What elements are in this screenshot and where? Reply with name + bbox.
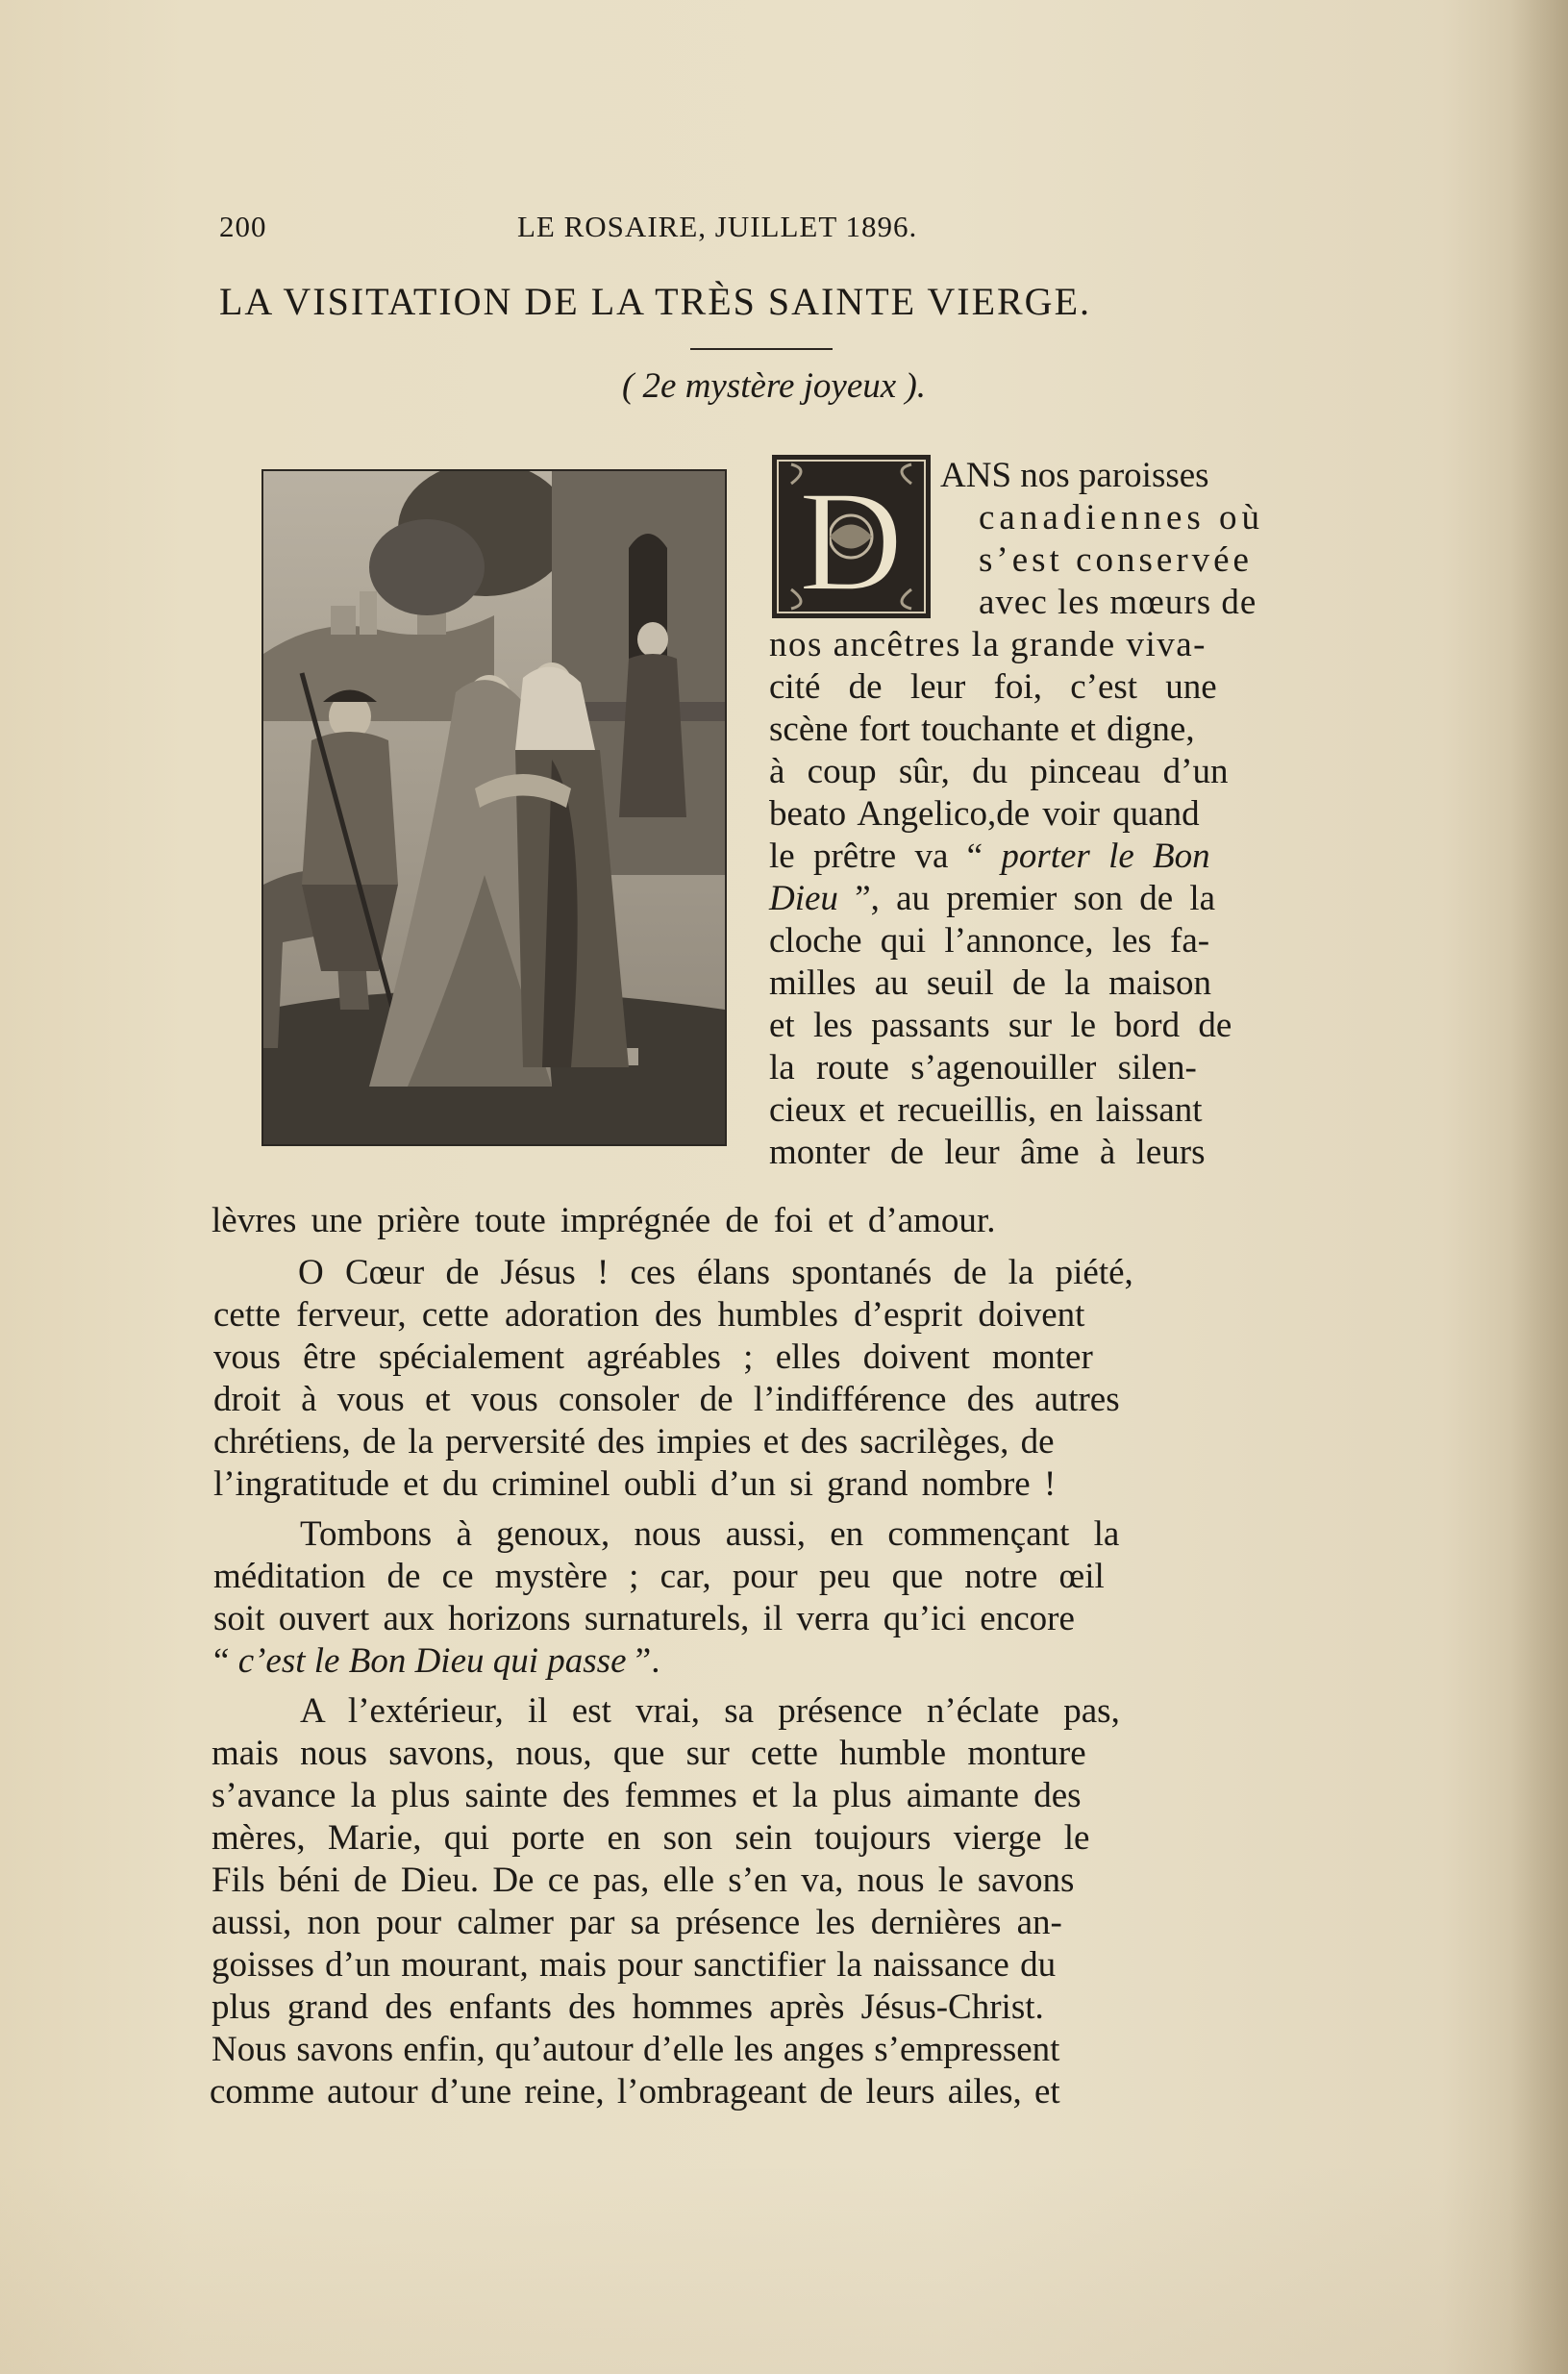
- text-line: goisses d’un mourant, mais pour sanctifier la naissance du: [212, 1945, 1057, 1985]
- visitation-engraving: [261, 469, 727, 1146]
- text-line: la route s’agenouiller silen-: [769, 1048, 1197, 1087]
- text-line: méditation de ce mystère ; car, pour peu que notre œil: [213, 1557, 1105, 1596]
- text-line: mais nous savons, nous, que sur cette humble monture: [212, 1734, 1086, 1773]
- text-line: Nous savons enfin, qu’autour d’elle les anges s’empressent: [212, 2030, 1060, 2069]
- text-line: Fils béni de Dieu. De ce pas, elle s’en va, nous le savons: [212, 1861, 1075, 1900]
- journal-title-date: LE ROSAIRE, JUILLET 1896.: [517, 210, 918, 243]
- text-line: canadiennes où: [979, 498, 1265, 537]
- text-line: cette ferveur, cette adoration des humbles d’esprit doivent: [213, 1295, 1085, 1335]
- text-line: ANS nos paroisses: [940, 456, 1209, 495]
- text-line: mères, Marie, qui porte en son sein toujours vierge le: [212, 1818, 1090, 1858]
- text-line: milles au seuil de la maison: [769, 963, 1211, 1003]
- text-line: A l’extérieur, il est vrai, sa présence n’éclate pas,: [300, 1691, 1120, 1731]
- text-line: à coup sûr, du pinceau d’un: [769, 752, 1229, 791]
- drop-cap-ornament: [772, 455, 931, 618]
- text-line: l’ingratitude et du criminel oubli d’un si grand nombre !: [213, 1464, 1057, 1504]
- text-line: et les passants sur le bord de: [769, 1006, 1232, 1045]
- italic-fragment: c’est le Bon Dieu qui passe: [237, 1641, 627, 1681]
- text-line: O Cœur de Jésus ! ces élans spontanés de la piété,: [298, 1253, 1133, 1292]
- article-title: LA VISITATION DE LA TRÈS SAINTE VIERGE.: [219, 280, 1092, 323]
- text-line: Tombons à genoux, nous aussi, en commençant la: [300, 1514, 1120, 1554]
- text-line: plus grand des enfants des hommes après Jésus-Christ.: [212, 1987, 1044, 2027]
- page-number: 200: [219, 210, 267, 243]
- binding-shadow: [1510, 0, 1568, 2374]
- text-fragment: ”, au premier son de la: [837, 879, 1216, 918]
- text-line: s’avance la plus sainte des femmes et la plus aimante des: [212, 1776, 1082, 1815]
- text-line: lèvres une prière toute imprégnée de foi et d’amour.: [212, 1201, 996, 1240]
- text-line: beato Angelico,de voir quand: [769, 794, 1200, 834]
- text-line: vous être spécialement agréables ; elles doivent monter: [213, 1337, 1093, 1377]
- text-line: scène fort touchante et digne,: [769, 710, 1195, 749]
- text-line: [213, 1640, 660, 1683]
- text-fragment: ”.: [626, 1641, 660, 1681]
- text-line: monter de leur âme à leurs: [769, 1133, 1206, 1172]
- text-line: [769, 878, 1215, 920]
- visitation-engraving-icon: [263, 471, 725, 1144]
- italic-fragment: Dieu: [769, 879, 838, 918]
- text-line: cloche qui l’annonce, les fa-: [769, 921, 1210, 961]
- italic-fragment: porter le Bon: [1001, 837, 1210, 876]
- text-line: avec les mœurs de: [979, 583, 1257, 622]
- title-rule: [690, 348, 833, 350]
- text-fragment: le prêtre va “: [769, 837, 1002, 876]
- running-head: [219, 210, 1017, 252]
- text-line: cieux et recueillis, en laissant: [769, 1090, 1203, 1130]
- text-line: cité de leur foi, c’est une: [769, 667, 1217, 707]
- text-line: aussi, non pour calmer par sa présence les dernières an-: [212, 1903, 1062, 1942]
- text-line: droit à vous et vous consoler de l’indifférence des autres: [213, 1380, 1120, 1419]
- text-line: chrétiens, de la perversité des impies et des sacrilèges, de: [213, 1422, 1055, 1462]
- text-line: [769, 836, 1210, 878]
- text-line: soit ouvert aux horizons surnaturels, il verra qu’ici encore: [213, 1599, 1075, 1638]
- text-line: comme autour d’une reine, l’ombrageant de leurs ailes, et: [210, 2072, 1060, 2112]
- article-subtitle: ( 2e mystère joyeux ).: [621, 366, 927, 406]
- drop-cap-letter: D: [798, 462, 904, 618]
- text-line: nos ancêtres la grande viva-: [769, 625, 1207, 664]
- text-fragment: “: [213, 1641, 238, 1681]
- paper-tint: [0, 2162, 1568, 2374]
- text-line: s’est conservée: [979, 540, 1253, 580]
